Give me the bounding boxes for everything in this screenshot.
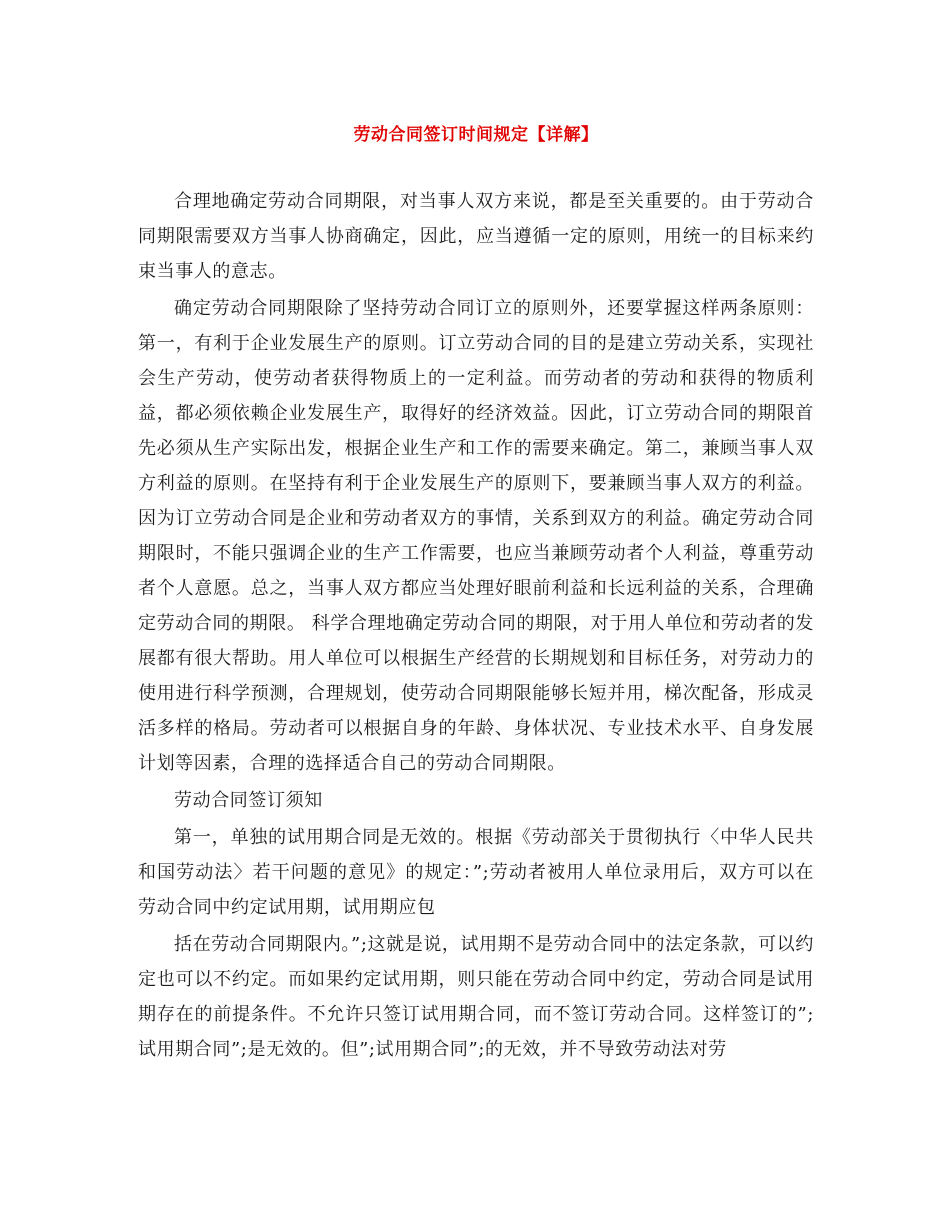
document-title: 劳动合同签订时间规定【详解】	[353, 125, 599, 145]
document-page	[138, 118, 814, 1069]
paragraph-2: 确定劳动合同期限除了坚持劳动合同订立的原则外，还要掌握这样两条原则：第一，有利于企业发展生产的原则。订立劳动合同的目的是建立劳动关系，实现社会生产劳动，使劳动者获得物质上的一定利益。而劳动者的劳动和获得的物质利益，都必须依赖企业发展生产，取得好的经济效益。因此，订立劳动合同的期限首先必须从生产实际出发，根据企业生产和工作的需要来确定。第二，兼顾当事人双方利益的原则。在坚持有利于企业发展生产的原则下，要兼顾当事人双方的利益。因为订立劳动合同是企业和劳动者双方的事情，关系到双方的利益。确定劳动合同期限时，不能只强调企业的生产工作需要，也应当兼顾劳动者个人利益，尊重劳动者个人意愿。总之，当事人双方都应当处理好眼前利益和长远利益的关系，合理确定劳动合同的期限。 科学合理地确定劳动合同的期限，对于用人单位和劳动者的发展都有很大帮助。用人单位可以根据生产经营的长期规划和目标任务，对劳动力的使用进行科学预测，合理规划，使劳动合同期限能够长短并用，梯次配备，形成灵活多样的格局。劳动者可以根据自身的年龄、身体状况、专业技术水平、自身发展计划等因素，合理的选择适合自己的劳动合同期限。	[138, 298, 814, 774]
paragraph-4: 括在劳动合同期限内。”;这就是说，试用期不是劳动合同中的法定条款，可以约定也可以不约定。而如果约定试用期，则只能在劳动合同中约定，劳动合同是试用期存在的前提条件。不允许只签订试用期合同，而不签订劳动合同。这样签订的”;试用期合同”;是无效的。但”;试用期合同”;的无效，并不导致劳动法对劳	[138, 934, 814, 1060]
paragraph-1: 合理地确定劳动合同期限，对当事人双方来说，都是至关重要的。由于劳动合同期限需要双方当事人协商确定，因此，应当遵循一定的原则，用统一的目标来约束当事人的意志。	[138, 191, 814, 282]
section-heading: 劳动合同签订须知	[174, 790, 323, 811]
paragraph-3: 第一，单独的试用期合同是无效的。根据《劳动部关于贯彻执行〈中华人民共和国劳动法〉若干问题的意见》的规定：”;劳动者被用人单位录用后，双方可以在劳动合同中约定试用期，试用期应包	[138, 827, 814, 918]
